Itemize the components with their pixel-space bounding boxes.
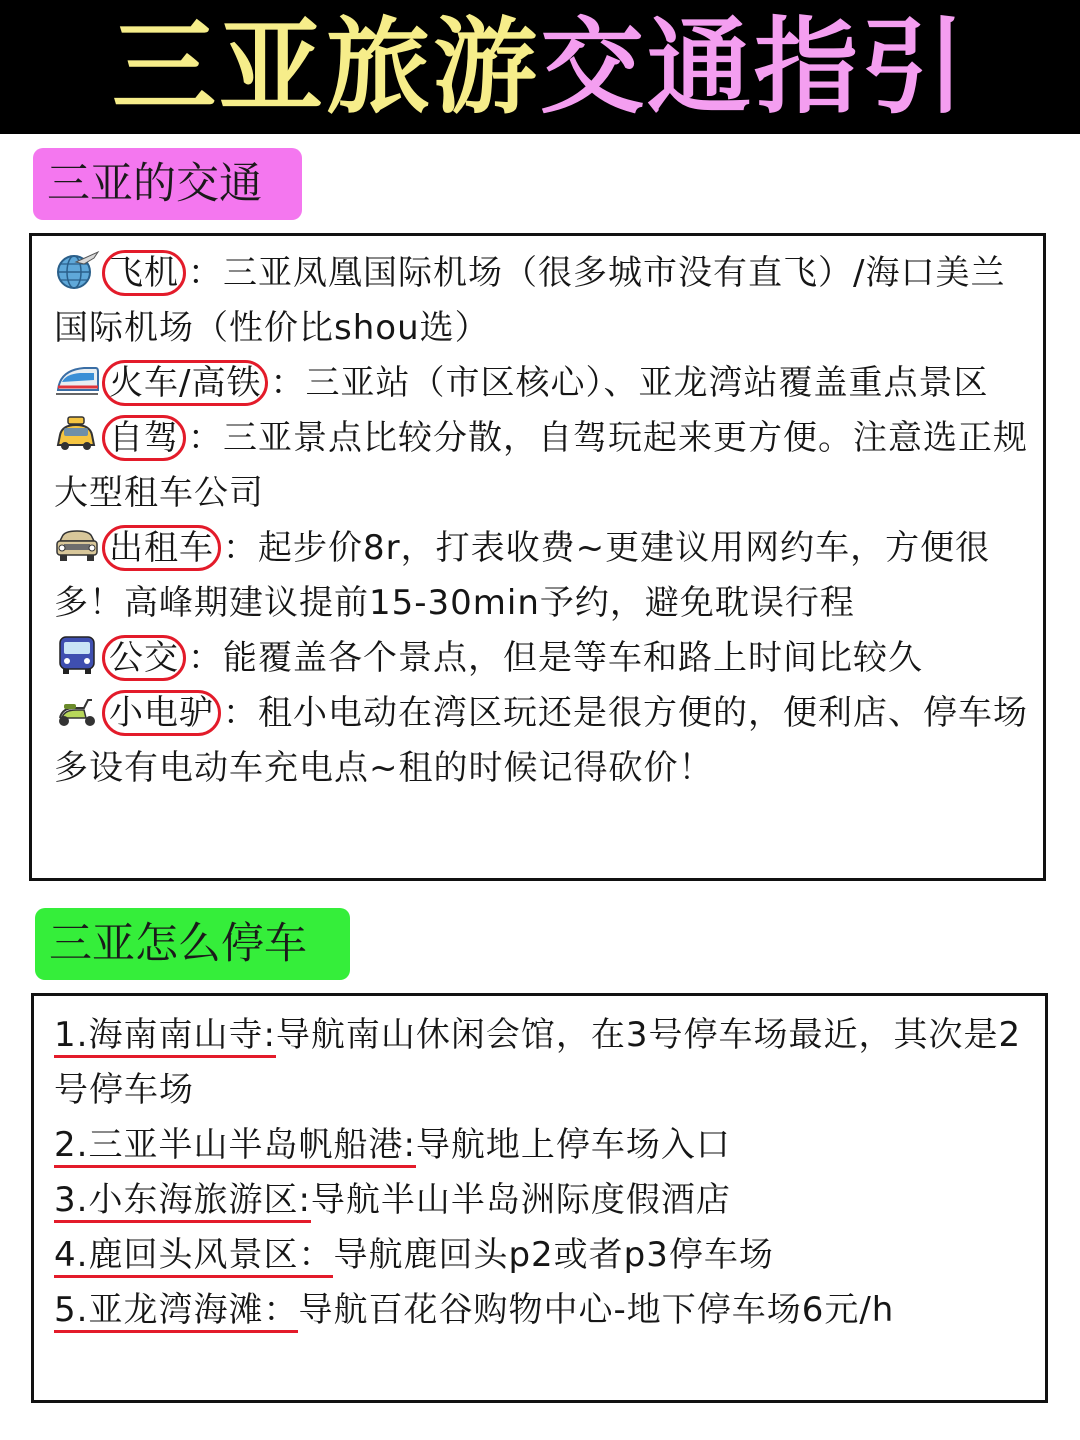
transport-label: 火车/高铁 xyxy=(102,360,268,406)
parking-tip: 导航百花谷购物中心-地下停车场6元/h xyxy=(298,1290,895,1330)
parking-spot: 2.三亚半山半岛帆船港: xyxy=(54,1125,416,1168)
transport-item-taxi xyxy=(54,521,1033,631)
transport-label: 自驾 xyxy=(102,415,186,461)
train-icon xyxy=(54,360,100,400)
page-title xyxy=(0,0,1080,134)
airplane-icon xyxy=(54,250,100,290)
bus-icon xyxy=(54,635,100,675)
transport-text: ：租小电动在湾区玩还是很方便的，便利店、停车场多设有电动车充电点~租的时候记得砍价！ xyxy=(54,693,1028,788)
transport-label: 公交 xyxy=(102,635,186,681)
transport-text: ：三亚凤凰国际机场（很多城市没有直飞）/海口美兰国际机场（性价比shou选） xyxy=(54,253,1006,348)
title-part-1: 三亚旅游 xyxy=(111,6,540,128)
parking-tip: 导航半山半岛洲际度假酒店 xyxy=(310,1180,731,1220)
transport-text: ：三亚景点比较分散，自驾玩起来更方便。注意选正规大型租车公司 xyxy=(54,418,1028,513)
transport-panel xyxy=(29,233,1046,881)
parking-list xyxy=(54,1008,1035,1338)
section-tag-transport: 三亚的交通 xyxy=(33,148,302,220)
transport-item-bus xyxy=(54,631,1033,686)
scooter-icon xyxy=(54,690,100,730)
parking-item xyxy=(54,1008,1035,1118)
car-icon xyxy=(54,415,100,455)
section-tag-parking: 三亚怎么停车 xyxy=(35,908,350,980)
title-part-2: 交通指引 xyxy=(540,6,969,128)
transport-item-airplane xyxy=(54,246,1033,356)
parking-spot: 4.鹿回头风景区： xyxy=(54,1235,333,1278)
parking-panel xyxy=(31,993,1048,1403)
parking-spot: 1.海南南山寺: xyxy=(54,1015,276,1058)
parking-tip: 导航鹿回头p2或者p3停车场 xyxy=(333,1235,774,1275)
transport-text: ：起步价8r，打表收费~更建议用网约车，方便很多！高峰期建议提前15-30min予约，避免耽误行程 xyxy=(54,528,991,623)
parking-item xyxy=(54,1228,1035,1283)
parking-item xyxy=(54,1173,1035,1228)
transport-item-scooter xyxy=(54,686,1033,796)
parking-tip: 导航地上停车场入口 xyxy=(415,1125,731,1165)
parking-tip: 导航南山休闲会馆，在3号停车场最近，其次是2号停车场 xyxy=(54,1015,1022,1110)
transport-label: 出租车 xyxy=(102,525,221,571)
transport-text: ：能覆盖各个景点，但是等车和路上时间比较久 xyxy=(188,638,923,678)
parking-item xyxy=(54,1283,1035,1338)
transport-item-selfdrive xyxy=(54,411,1033,521)
parking-spot: 3.小东海旅游区: xyxy=(54,1180,311,1223)
taxi-icon xyxy=(54,525,100,565)
transport-text: ：三亚站（市区核心）、亚龙湾站覆盖重点景区 xyxy=(270,363,989,403)
transport-item-train xyxy=(54,356,1033,411)
transport-label: 飞机 xyxy=(102,250,186,296)
transport-label: 小电驴 xyxy=(102,690,221,736)
parking-spot: 5.亚龙湾海滩： xyxy=(54,1290,298,1333)
parking-item xyxy=(54,1118,1035,1173)
